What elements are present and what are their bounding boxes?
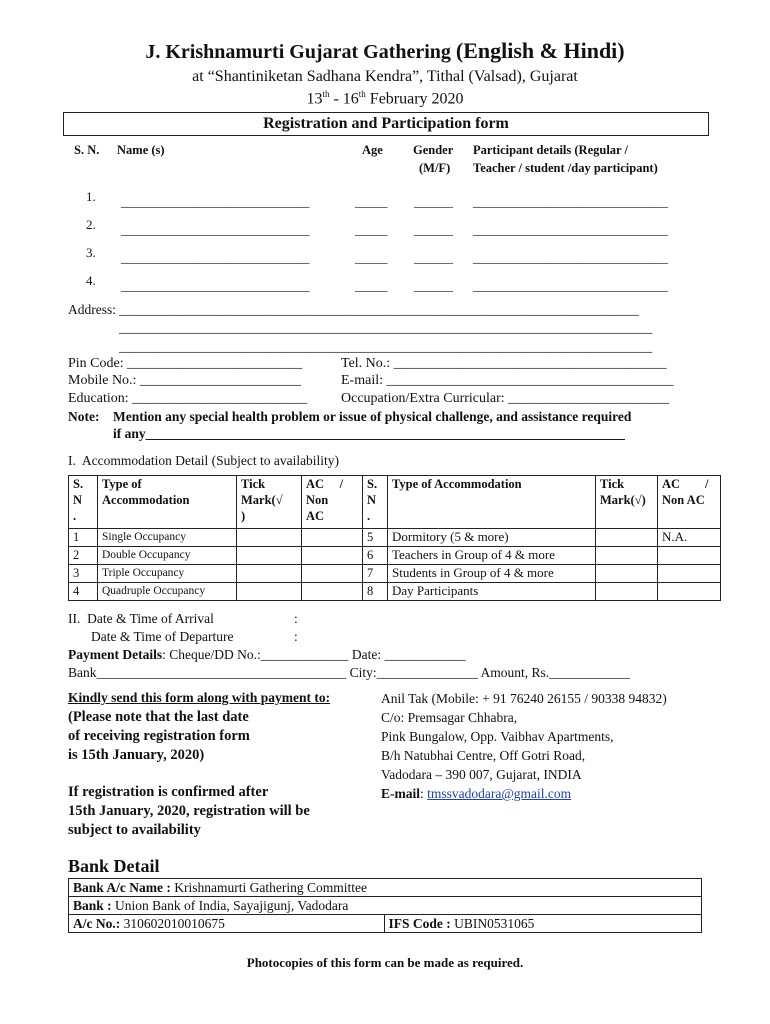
last-date-note-2: of receiving registration form [68,728,250,744]
bank-label: Bank : [73,898,116,913]
ifs-code-cell [384,915,702,933]
participant-row-num: 3. [86,245,96,260]
address-street: Pink Bungalow, Opp. Vaibhav Apartments, [381,729,614,744]
header-tick2-1: Tick [600,477,625,491]
title-main: J. Krishnamurti Gujarat Gathering [145,41,456,63]
note-label: Note: [68,409,100,424]
participant-row-num: 2. [86,217,96,232]
occupation-field[interactable]: Occupation/Extra Curricular: _______________________ [341,391,670,406]
participant-age-field[interactable]: _____ [355,194,388,209]
accommodation-heading: I. Accommodation Detail (Subject to availability) [68,453,340,468]
header-type [98,476,237,529]
address-care-of: C/o: Premsagar Chhabra, [381,710,518,725]
participant-age-field[interactable]: _____ [355,222,388,237]
send-instruction: Kindly send this form along with payment to: [68,690,331,705]
col-details-2: Teacher / student /day participant) [473,161,658,175]
bank-value: Union Bank of India, Sayajigunj, Vadodara [115,898,349,913]
tick-cell[interactable] [237,529,302,547]
col-gender-mf: (M/F) [419,161,451,175]
tick-cell[interactable] [596,583,658,601]
ifs-code-value: UBIN0531065 [454,916,535,931]
departure-colon[interactable]: : [294,629,298,644]
ac-cell-2: N.A. [658,529,721,547]
header-tick2-2: Mark(√) [600,493,646,507]
address-line-1[interactable]: _____________________________________________________________________________ [119,302,639,317]
ifs-code-label: IFS Code : [388,916,455,931]
table-row [69,565,721,583]
participant-name-field[interactable]: _____________________________ [121,250,310,265]
tel-field[interactable]: Tel. No.: _______________________________________ [341,356,667,371]
header-type-1: Type of [102,477,142,491]
bank-cell [69,897,702,915]
header-sn-1: S. [73,477,84,491]
row-type-2: Students in Group of 4 & more [388,565,596,583]
account-number-value: 310602010010675 [123,916,225,931]
title-language: (English & Hindi) [455,38,625,63]
date-end: - 16 [329,90,359,108]
bank-detail-heading: Bank Detail [68,856,160,876]
row-type-2: Teachers in Group of 4 & more [388,547,596,565]
row-sn-2: 8 [363,583,388,601]
account-row [69,915,702,933]
participant-gender-field[interactable]: ______ [414,278,453,293]
accommodation-table [68,475,721,601]
row-sn-2: 6 [363,547,388,565]
ac-cell[interactable] [302,529,363,547]
note-text: Mention any special health problem or issue of physical challenge, and assistance required [113,409,632,424]
address-area: B/h Natubhai Centre, Off Gotri Road, [381,748,586,763]
header-type-2: Accommodation [102,493,190,507]
participant-name-field[interactable]: _____________________________ [121,222,310,237]
row-type: Double Occupancy [98,547,237,565]
email-label: E-mail [381,786,420,801]
address-label: Address: [68,302,116,317]
participant-details-field[interactable]: ______________________________ [473,250,668,265]
header-tick-3: ) [241,509,246,523]
ac-cell[interactable] [302,565,363,583]
confirm-note-1: If registration is confirmed after [68,784,269,800]
ac-cell[interactable] [302,583,363,601]
payment-details[interactable] [68,647,465,663]
row-sn: 4 [69,583,98,601]
row-sn: 2 [69,547,98,565]
footer-note: Photocopies of this form can be made as required. [246,955,524,970]
ac-cell[interactable] [302,547,363,565]
gathering-title [0,38,770,64]
tick-cell[interactable] [237,583,302,601]
date-start: 13 [306,90,323,108]
header-tick [237,476,302,529]
confirm-note-3: subject to availability [68,822,201,838]
venue-line: at “Shantiniketan Sadhana Kendra”, Tithal (Valsad), Gujarat [192,68,578,85]
row-sn: 1 [69,529,98,547]
row-sn-2: 5 [363,529,388,547]
departure-label: Date & Time of Departure [91,629,234,644]
email-field[interactable]: E-mail: _________________________________________ [341,373,674,388]
header-ac2-1: AC / [662,477,709,491]
participant-row-num: 1. [86,189,96,204]
tick-cell[interactable] [237,547,302,565]
participant-gender-field[interactable]: ______ [414,194,453,209]
pin-code-field[interactable]: Pin Code: _________________________ [68,356,303,371]
participant-details-field[interactable]: ______________________________ [473,278,668,293]
header-sn [69,476,98,529]
note-field[interactable]: if any_______________________________________________________________________ [113,426,625,441]
header-ac [302,476,363,529]
header-sn-2: N [73,493,83,507]
form-title: Registration and Participation form [263,115,509,132]
participant-details-field[interactable]: ______________________________ [473,222,668,237]
event-dates [0,89,770,108]
arrival-colon[interactable]: : [294,611,298,626]
participant-age-field[interactable]: _____ [355,250,388,265]
bank-name-value: Krishnamurti Gathering Committee [174,880,367,895]
table-row [69,547,721,565]
address-line-2[interactable]: _______________________________________________________________________________ [119,320,653,335]
participant-name-field[interactable]: _____________________________ [121,278,310,293]
header-sn-3: . [73,509,77,523]
accommodation-header-row [69,476,721,529]
col-name: Name (s) [117,143,165,157]
participant-name-field[interactable]: _____________________________ [121,194,310,209]
row-type: Single Occupancy [98,529,237,547]
ac-cell-2[interactable] [658,547,721,565]
row-type: Quadruple Occupancy [98,583,237,601]
arrival-label: II. Date & Time of Arrival [68,611,214,626]
participant-age-field[interactable]: _____ [355,278,388,293]
header-ac-3: AC [306,509,325,523]
email-link[interactable]: tmssvadodara@gmail.com [427,786,572,801]
table-row [69,529,721,547]
col-details: Participant details (Regular / [473,143,628,157]
header-sn2-1: S. [367,477,378,491]
col-sn: S. N. [74,143,100,157]
header-tick-1: Tick [241,477,266,491]
confirm-note-2: 15th January, 2020, registration will be [68,803,310,819]
participant-details-field[interactable]: ______________________________ [473,194,668,209]
row-type-2: Dormitory (5 & more) [388,529,596,547]
col-age: Age [362,143,383,157]
header-ac-1: AC / [306,477,344,491]
address-line-3[interactable]: _______________________________________________________________________________ [119,339,653,354]
participant-gender-field[interactable]: ______ [414,250,453,265]
header-tick-2 [596,476,658,529]
header-sn-2 [363,476,388,529]
header-sn2-2: N [367,493,377,507]
account-number-cell [69,915,385,933]
email-colon: : [420,786,428,801]
last-date-note-1: (Please note that the last date [68,709,249,725]
education-field[interactable]: Education: _________________________ [68,391,308,406]
payment-text[interactable]: : Cheque/DD No.:_____________ Date: ____________ [162,647,466,662]
address-city: Vadodara – 390 007, Gujarat, INDIA [381,767,582,782]
row-type: Triple Occupancy [98,565,237,583]
participant-gender-field[interactable]: ______ [414,222,453,237]
ac-cell-2[interactable] [658,565,721,583]
bank-city-amount-field[interactable]: Bank_____________________________________ City:_______________ Amount, Rs.____________ [68,665,631,680]
header-ac-2: Non [306,493,329,507]
tick-cell[interactable] [237,565,302,583]
bank-name-row [69,879,702,897]
row-type-2: Day Participants [388,583,596,601]
date-start-sup: th [322,89,330,99]
header-type-2: Type of Accommodation [388,476,596,529]
contact-email [381,784,571,803]
header-sn2-3: . [367,509,371,523]
last-date-note-3: is 15th January, 2020) [68,747,205,763]
bank-row [69,897,702,915]
contact-person: Anil Tak (Mobile: + 91 76240 26155 / 90338 94832) [381,691,667,706]
header-tick-2: Mark(√ [241,493,283,507]
bank-name-label: Bank A/c Name : [73,880,175,895]
col-gender: Gender [413,143,454,157]
payment-label: Payment Details [68,647,163,662]
bank-detail-table [68,878,702,933]
tick-cell[interactable] [596,529,658,547]
participant-row-num: 4. [86,273,96,288]
table-row [69,583,721,601]
date-month: February 2020 [365,90,464,108]
bank-name-cell [69,879,702,897]
mobile-field[interactable]: Mobile No.: _______________________ [68,373,301,388]
row-sn-2: 7 [363,565,388,583]
account-number-label: A/c No.: [73,916,124,931]
header-ac2-2: Non AC [662,493,705,507]
tick-cell[interactable] [596,547,658,565]
row-sn: 3 [69,565,98,583]
form-title-box [63,112,709,136]
tick-cell[interactable] [596,565,658,583]
header-ac-2 [658,476,721,529]
ac-cell-2[interactable] [658,583,721,601]
date-end-sup: th [358,89,366,99]
